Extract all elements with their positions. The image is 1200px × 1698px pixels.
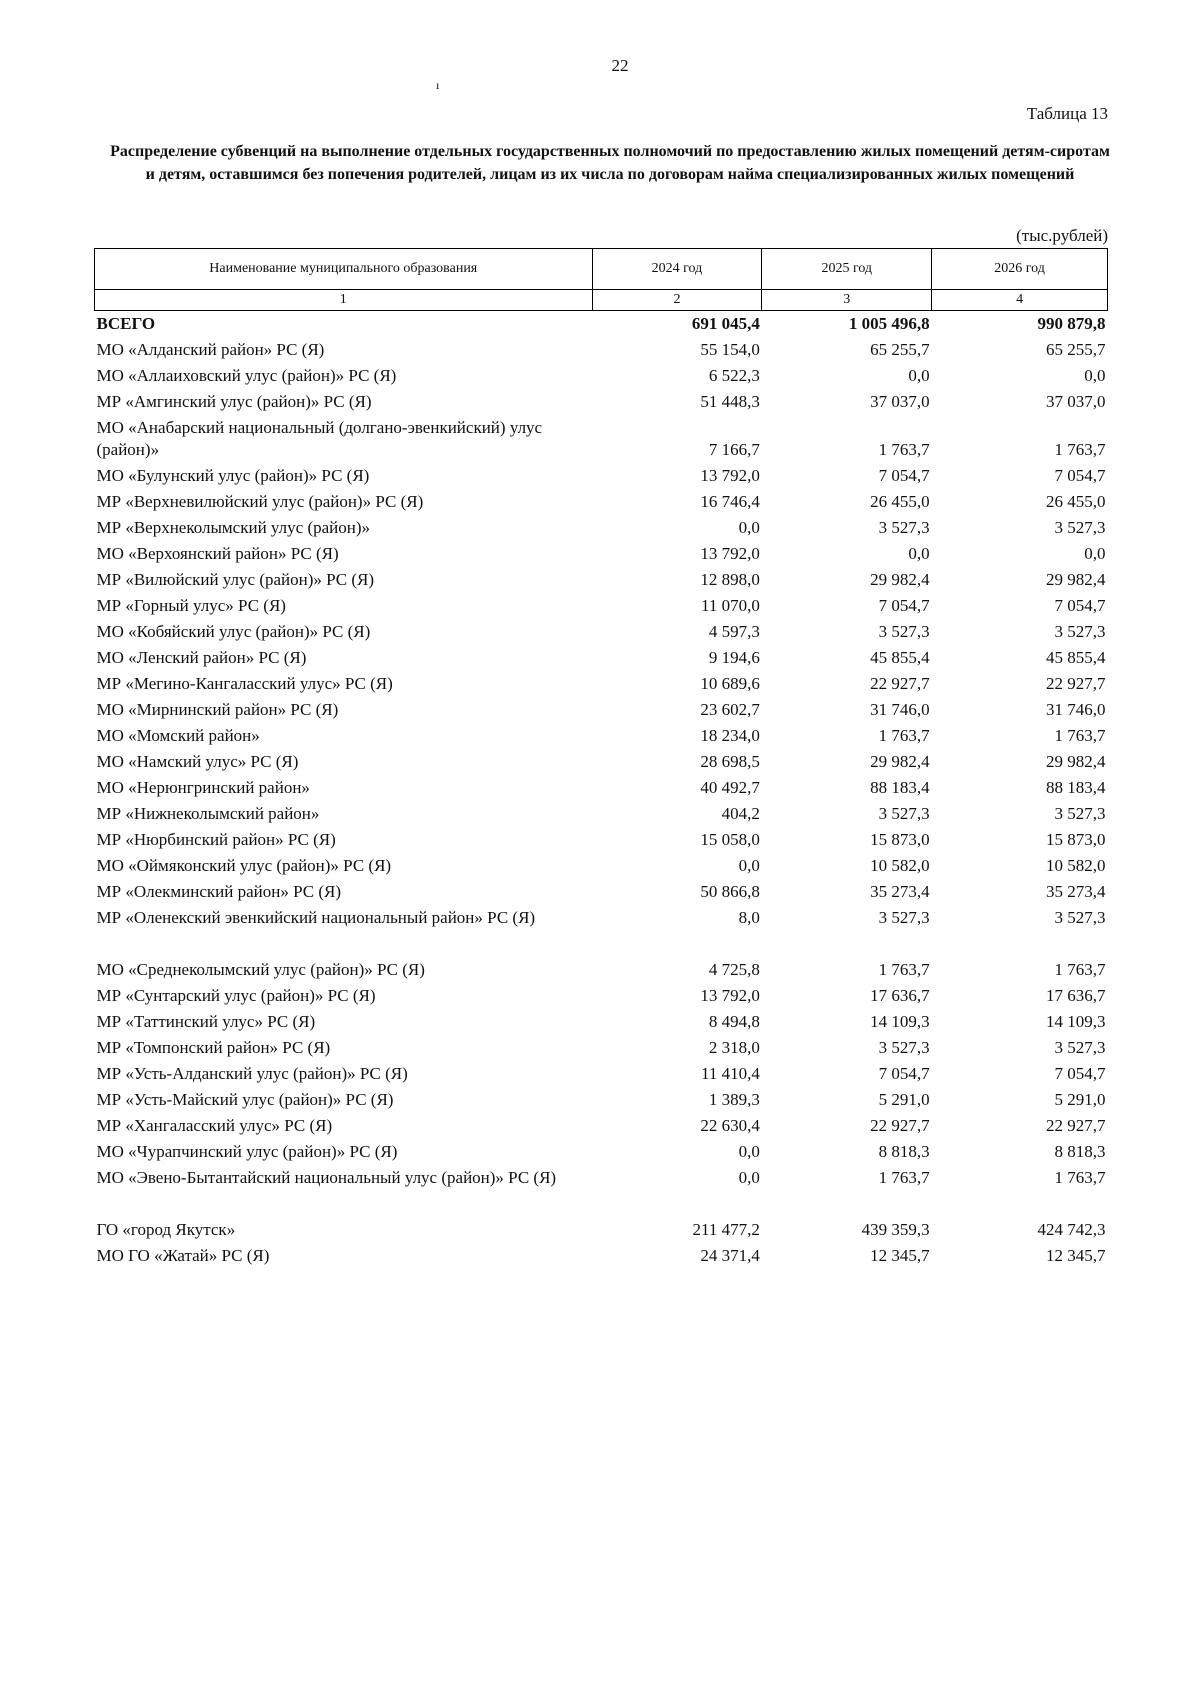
value-2025: 37 037,0 <box>870 392 930 411</box>
value-2024: 51 448,3 <box>700 392 760 411</box>
table-row <box>95 697 1108 723</box>
municipality-name: МР «Усть-Алданский улус (район)» РС (Я) <box>96 1064 408 1083</box>
value-2026: 45 855,4 <box>1046 648 1106 667</box>
municipality-name: МО «Алданский район» РС (Я) <box>96 340 325 359</box>
value-2024: 15 058,0 <box>700 830 760 849</box>
value-2025: 0,0 <box>908 544 930 563</box>
units-label: (тыс.рублей) <box>1016 226 1108 245</box>
value-2025: 26 455,0 <box>870 492 930 511</box>
municipality-name: МО «Кобяйский улус (район)» РС (Я) <box>96 622 371 641</box>
value-2024: 13 792,0 <box>700 544 760 563</box>
value-2026: 3 527,3 <box>1054 804 1106 823</box>
total-2024: 691 045,4 <box>691 314 760 333</box>
value-2025: 45 855,4 <box>870 648 930 667</box>
value-2024: 4 725,8 <box>708 960 760 979</box>
municipality-name: МР «Сунтарский улус (район)» РС (Я) <box>96 986 376 1005</box>
municipality-name: МР «Хангаласский улус» РС (Я) <box>96 1116 333 1135</box>
value-2026: 22 927,7 <box>1046 1116 1106 1135</box>
total-2025: 1 005 496,8 <box>848 314 930 333</box>
value-2026: 31 746,0 <box>1046 700 1106 719</box>
value-2026: 22 927,7 <box>1046 674 1106 693</box>
value-2026: 1 763,7 <box>1054 1168 1106 1187</box>
value-2025: 65 255,7 <box>870 340 930 359</box>
table-label: Таблица 13 <box>1026 104 1108 123</box>
value-2026: 7 054,7 <box>1054 466 1106 485</box>
value-2025: 3 527,3 <box>878 518 930 537</box>
value-2025: 3 527,3 <box>878 1038 930 1057</box>
value-2025: 1 763,7 <box>878 440 930 459</box>
value-2025: 14 109,3 <box>870 1012 930 1031</box>
value-2026: 65 255,7 <box>1046 340 1106 359</box>
municipality-name: МР «Томпонский район» РС (Я) <box>96 1038 331 1057</box>
column-number: 2 <box>592 290 762 311</box>
municipality-name: МО «Чурапчинский улус (район)» РС (Я) <box>96 1142 398 1161</box>
value-2026: 7 054,7 <box>1054 1064 1106 1083</box>
total-2026: 990 879,8 <box>1037 314 1106 333</box>
value-2026: 88 183,4 <box>1046 778 1106 797</box>
value-2025: 7 054,7 <box>878 1064 930 1083</box>
spacer-cell <box>95 931 1108 957</box>
subvention-table <box>94 248 1108 1269</box>
value-2024: 50 866,8 <box>700 882 760 901</box>
value-2025: 3 527,3 <box>878 804 930 823</box>
value-2024: 1 389,3 <box>708 1090 760 1109</box>
value-2026: 35 273,4 <box>1046 882 1106 901</box>
table-row <box>95 463 1108 489</box>
value-2026: 10 582,0 <box>1046 856 1106 875</box>
value-2026: 3 527,3 <box>1054 622 1106 641</box>
table-row <box>95 905 1108 931</box>
table-row <box>95 775 1108 801</box>
value-2026: 0,0 <box>1084 544 1106 563</box>
table-row <box>95 593 1108 619</box>
spacer-cell <box>95 1191 1108 1217</box>
value-2024: 18 234,0 <box>700 726 760 745</box>
table-row <box>95 541 1108 567</box>
document-title: Распределение субвенций на выполнение отдельных государственных полномочий по предоставлению жилых помещений детям-сиротам и детям, оставшимся без попечения родителей, лицам из их числа по договорам найма специализированных жилых помещений <box>110 143 1110 183</box>
total-row <box>95 311 1108 338</box>
value-2025: 1 763,7 <box>878 960 930 979</box>
value-2026: 12 345,7 <box>1046 1246 1106 1265</box>
value-2024: 9 194,6 <box>708 648 760 667</box>
value-2025: 31 746,0 <box>870 700 930 719</box>
municipality-name: МР «Вилюйский улус (район)» РС (Я) <box>96 570 375 589</box>
table-spacer-row <box>95 1191 1108 1217</box>
table-row <box>95 645 1108 671</box>
value-2024: 16 746,4 <box>700 492 760 511</box>
municipality-name: МР «Верхневилюйский улус (район)» РС (Я) <box>96 492 424 511</box>
table-row <box>95 1087 1108 1113</box>
table-row <box>95 389 1108 415</box>
value-2025: 17 636,7 <box>870 986 930 1005</box>
value-2025: 3 527,3 <box>878 622 930 641</box>
value-2024: 0,0 <box>738 1142 760 1161</box>
table-row <box>95 827 1108 853</box>
table-row <box>95 363 1108 389</box>
value-2024: 7 166,7 <box>708 440 760 459</box>
value-2025: 8 818,3 <box>878 1142 930 1161</box>
table-row <box>95 619 1108 645</box>
value-2024: 211 477,2 <box>692 1220 760 1239</box>
value-2024: 10 689,6 <box>700 674 760 693</box>
value-2024: 24 371,4 <box>700 1246 760 1265</box>
value-2025: 29 982,4 <box>870 752 930 771</box>
value-2026: 29 982,4 <box>1046 570 1106 589</box>
municipality-name: МО «Нерюнгринский район» <box>96 778 310 797</box>
value-2024: 13 792,0 <box>700 986 760 1005</box>
value-2025: 15 873,0 <box>870 830 930 849</box>
value-2026: 14 109,3 <box>1046 1012 1106 1031</box>
municipality-name: МО «Анабарский национальный (долгано-эвенкийский) улус (район)» <box>96 418 543 459</box>
header-2025: 2025 год <box>762 249 932 290</box>
value-2025: 1 763,7 <box>878 726 930 745</box>
value-2025: 7 054,7 <box>878 596 930 615</box>
municipality-name: МО ГО «Жатай» РС (Я) <box>96 1246 270 1265</box>
municipality-name: МО «Ленский район» РС (Я) <box>96 648 307 667</box>
value-2026: 5 291,0 <box>1054 1090 1106 1109</box>
value-2026: 3 527,3 <box>1054 518 1106 537</box>
municipality-name: ГО «город Якутск» <box>96 1220 236 1239</box>
value-2026: 1 763,7 <box>1054 726 1106 745</box>
value-2025: 22 927,7 <box>870 1116 930 1135</box>
table-row <box>95 415 1108 463</box>
value-2026: 26 455,0 <box>1046 492 1106 511</box>
value-2026: 0,0 <box>1084 366 1106 385</box>
table-row <box>95 723 1108 749</box>
value-2024: 404,2 <box>721 804 760 823</box>
municipality-name: МР «Горный улус» РС (Я) <box>96 596 286 615</box>
municipality-name: МО «Момский район» <box>96 726 260 745</box>
column-number: 1 <box>95 290 593 311</box>
table-row <box>95 1113 1108 1139</box>
value-2024: 6 522,3 <box>708 366 760 385</box>
value-2024: 0,0 <box>738 1168 760 1187</box>
value-2024: 55 154,0 <box>700 340 760 359</box>
municipality-name: МО «Среднеколымский улус (район)» РС (Я) <box>96 960 425 979</box>
value-2025: 88 183,4 <box>870 778 930 797</box>
table-row <box>95 1165 1108 1191</box>
municipality-name: МО «Намский улус» РС (Я) <box>96 752 299 771</box>
municipality-name: МО «Оймяконский улус (район)» РС (Я) <box>96 856 392 875</box>
column-number-row <box>95 290 1108 311</box>
value-2026: 3 527,3 <box>1054 1038 1106 1057</box>
value-2026: 1 763,7 <box>1054 440 1106 459</box>
value-2024: 0,0 <box>738 518 760 537</box>
header-2024: 2024 год <box>592 249 762 290</box>
table-row <box>95 671 1108 697</box>
value-2026: 37 037,0 <box>1046 392 1106 411</box>
table-row <box>95 567 1108 593</box>
table-row <box>95 1009 1108 1035</box>
page-number: 22 <box>611 56 629 75</box>
table-row <box>95 879 1108 905</box>
value-2025: 3 527,3 <box>878 908 930 927</box>
municipality-name: МР «Нижнеколымский район» <box>96 804 320 823</box>
value-2024: 13 792,0 <box>700 466 760 485</box>
value-2024: 0,0 <box>738 856 760 875</box>
municipality-name: МО «Булунский улус (район)» РС (Я) <box>96 466 370 485</box>
value-2026: 8 818,3 <box>1054 1142 1106 1161</box>
municipality-name: МР «Таттинский улус» РС (Я) <box>96 1012 316 1031</box>
table-row <box>95 853 1108 879</box>
value-2025: 29 982,4 <box>870 570 930 589</box>
value-2024: 11 070,0 <box>700 596 760 615</box>
municipality-name: МР «Нюрбинский район» РС (Я) <box>96 830 336 849</box>
value-2025: 0,0 <box>908 366 930 385</box>
municipality-name: МР «Верхнеколымский улус (район)» <box>96 518 371 537</box>
table-row <box>95 1139 1108 1165</box>
value-2025: 12 345,7 <box>870 1246 930 1265</box>
total-label: ВСЕГО <box>96 314 156 333</box>
table-row <box>95 983 1108 1009</box>
value-2024: 8,0 <box>738 908 760 927</box>
value-2025: 10 582,0 <box>870 856 930 875</box>
table-row <box>95 957 1108 983</box>
value-2025: 1 763,7 <box>878 1168 930 1187</box>
municipality-name: МР «Усть-Майский улус (район)» РС (Я) <box>96 1090 394 1109</box>
table-row <box>95 515 1108 541</box>
value-2025: 7 054,7 <box>878 466 930 485</box>
table-row <box>95 1061 1108 1087</box>
header-2026: 2026 год <box>932 249 1108 290</box>
municipality-name: МО «Верхоянский район» РС (Я) <box>96 544 339 563</box>
table-row <box>95 1217 1108 1243</box>
value-2026: 29 982,4 <box>1046 752 1106 771</box>
municipality-name: МО «Эвено-Бытантайский национальный улус (район)» РС (Я) <box>96 1168 557 1187</box>
table-row <box>95 749 1108 775</box>
table-row <box>95 801 1108 827</box>
value-2024: 40 492,7 <box>700 778 760 797</box>
column-number: 4 <box>932 290 1108 311</box>
municipality-name: МО «Аллаиховский улус (район)» РС (Я) <box>96 366 397 385</box>
value-2026: 1 763,7 <box>1054 960 1106 979</box>
municipality-name: МО «Мирнинский район» РС (Я) <box>96 700 339 719</box>
value-2024: 8 494,8 <box>708 1012 760 1031</box>
value-2025: 35 273,4 <box>870 882 930 901</box>
value-2026: 7 054,7 <box>1054 596 1106 615</box>
table-spacer-row <box>95 931 1108 957</box>
municipality-name: МР «Амгинский улус (район)» РС (Я) <box>96 392 372 411</box>
value-2025: 439 359,3 <box>861 1220 930 1239</box>
value-2024: 28 698,5 <box>700 752 760 771</box>
value-2024: 4 597,3 <box>708 622 760 641</box>
value-2024: 2 318,0 <box>708 1038 760 1057</box>
header-municipality: Наименование муниципального образования <box>95 249 593 290</box>
municipality-name: МР «Оленекский эвенкийский национальный район» РС (Я) <box>96 908 536 927</box>
table-header-row <box>95 249 1108 290</box>
table-row <box>95 1035 1108 1061</box>
value-2024: 22 630,4 <box>700 1116 760 1135</box>
table-row <box>95 489 1108 515</box>
table-row <box>95 337 1108 363</box>
scan-mark: ı <box>436 78 440 92</box>
value-2026: 15 873,0 <box>1046 830 1106 849</box>
value-2025: 22 927,7 <box>870 674 930 693</box>
value-2024: 12 898,0 <box>700 570 760 589</box>
value-2024: 23 602,7 <box>700 700 760 719</box>
value-2024: 11 410,4 <box>700 1064 760 1083</box>
value-2026: 424 742,3 <box>1037 1220 1106 1239</box>
municipality-name: МР «Мегино-Кангаласский улус» РС (Я) <box>96 674 393 693</box>
column-number: 3 <box>762 290 932 311</box>
table-row <box>95 1243 1108 1269</box>
value-2026: 3 527,3 <box>1054 908 1106 927</box>
value-2025: 5 291,0 <box>878 1090 930 1109</box>
value-2026: 17 636,7 <box>1046 986 1106 1005</box>
municipality-name: МР «Олекминский район» РС (Я) <box>96 882 341 901</box>
